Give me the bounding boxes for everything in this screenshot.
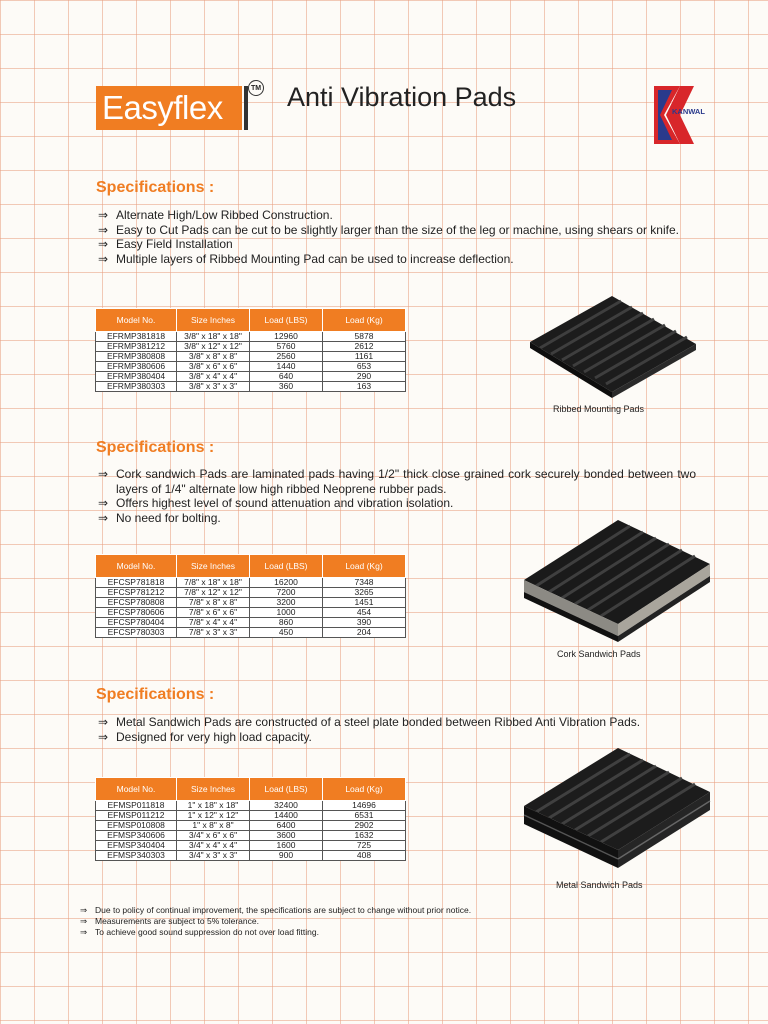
item-text: Alternate High/Low Ribbed Construction. — [116, 208, 333, 222]
page-title: Anti Vibration Pads — [287, 82, 517, 112]
item-text: Easy to Cut Pads can be cut to be slightly larger than the size of the leg or machine, using shears or knife. — [116, 222, 679, 237]
table-cell: 3/4" x 3" x 3" — [177, 851, 250, 861]
column-header: Size Inches — [177, 309, 250, 332]
image-caption: Ribbed Mounting Pads — [553, 404, 645, 414]
table-cell: 7348 — [323, 578, 406, 588]
table-row — [96, 821, 406, 831]
arrow-icon: ⇒ — [98, 222, 109, 237]
table-cell: 1000 — [250, 608, 323, 618]
logo-divider — [244, 86, 248, 130]
item-text: No need for bolting. — [116, 510, 221, 525]
table-cell: 290 — [323, 372, 406, 382]
table-row — [96, 841, 406, 851]
section-heading: Specifications : — [96, 439, 215, 456]
table-cell: 640 — [250, 372, 323, 382]
column-header: Load (Kg) — [323, 309, 406, 332]
table-cell: EFRMP381212 — [96, 342, 177, 352]
table-cell: 454 — [323, 608, 406, 618]
table-cell: EFCSP781818 — [96, 578, 177, 588]
table-cell: 7/8" x 3" x 3" — [177, 628, 250, 638]
table-cell: EFCSP780606 — [96, 608, 177, 618]
trademark-mark: TM — [248, 80, 264, 96]
table-cell: EFMSP340606 — [96, 831, 177, 841]
table-cell: 3/8" x 6" x 6" — [177, 362, 250, 372]
table-cell: 653 — [323, 362, 406, 372]
list-item — [96, 467, 696, 496]
table-cell: EFRMP380606 — [96, 362, 177, 372]
table-cell: 3/8" x 4" x 4" — [177, 372, 250, 382]
table-row — [96, 362, 406, 372]
table-cell: 860 — [250, 618, 323, 628]
arrow-icon: ⇒ — [80, 927, 88, 937]
table-cell: 1600 — [250, 841, 323, 851]
item-text: Metal Sandwich Pads are constructed of a steel plate bonded between Ribbed Anti Vibration Pads. — [116, 715, 641, 729]
table-row — [96, 382, 406, 392]
item-text: Designed for very high load capacity. — [116, 729, 312, 744]
list-item — [96, 223, 696, 238]
table-cell: 3200 — [250, 598, 323, 608]
table-cell: 1161 — [323, 352, 406, 362]
image-caption: Cork Sandwich Pads — [557, 649, 641, 659]
table-cell: 204 — [323, 628, 406, 638]
section-heading: Specifications : — [96, 686, 215, 703]
note-item — [80, 905, 471, 916]
note-item — [80, 927, 471, 938]
item-text: Due to policy of continual improvement, the specifications are subject to change without prior notice. — [95, 905, 472, 915]
bullet-list — [96, 208, 696, 266]
footer-notes — [80, 905, 471, 938]
cork-pad-image — [520, 512, 715, 642]
table-cell: 3265 — [323, 588, 406, 598]
column-header: Load (Kg) — [323, 555, 406, 578]
table-cell: 5760 — [250, 342, 323, 352]
table-cell: 1" x 18" x 18" — [177, 801, 250, 811]
column-header: Size Inches — [177, 555, 250, 578]
item-text: Measurements are subject to 5% tolerance. — [95, 916, 259, 926]
arrow-icon: ⇒ — [98, 729, 109, 744]
table-cell: 163 — [323, 382, 406, 392]
column-header: Load (LBS) — [250, 309, 323, 332]
table-cell: EFRMP380303 — [96, 382, 177, 392]
table-cell: 12960 — [250, 332, 323, 342]
arrow-icon: ⇒ — [80, 905, 88, 915]
table-row — [96, 628, 406, 638]
table-cell: 7/8" x 12" x 12" — [177, 588, 250, 598]
table-cell: EFCSP780303 — [96, 628, 177, 638]
table-cell: 725 — [323, 841, 406, 851]
table-row — [96, 588, 406, 598]
table-cell: 7200 — [250, 588, 323, 598]
table-row — [96, 608, 406, 618]
arrow-icon: ⇒ — [98, 251, 109, 266]
table-cell: 1632 — [323, 831, 406, 841]
table-cell: EFCSP780404 — [96, 618, 177, 628]
column-header: Size Inches — [177, 778, 250, 801]
table-cell: EFMSP011212 — [96, 811, 177, 821]
table-row — [96, 811, 406, 821]
table-cell: EFMSP011818 — [96, 801, 177, 811]
list-item — [96, 496, 696, 511]
table-cell: 6400 — [250, 821, 323, 831]
kanwal-logo-text: KANWAL — [672, 107, 705, 116]
table-cell: 2902 — [323, 821, 406, 831]
column-header: Load (Kg) — [323, 778, 406, 801]
table-cell: EFMSP010808 — [96, 821, 177, 831]
column-header: Model No. — [96, 309, 177, 332]
list-item — [96, 208, 696, 223]
table-cell: 1" x 12" x 12" — [177, 811, 250, 821]
item-text: To achieve good sound suppression do not over load fitting. — [95, 927, 319, 937]
table-row — [96, 851, 406, 861]
column-header: Load (LBS) — [250, 778, 323, 801]
arrow-icon: ⇒ — [98, 237, 109, 251]
arrow-icon: ⇒ — [98, 208, 109, 222]
table-row — [96, 578, 406, 588]
spec-table — [95, 554, 406, 638]
table-cell: 5878 — [323, 332, 406, 342]
table-cell: 450 — [250, 628, 323, 638]
column-header: Model No. — [96, 778, 177, 801]
section-heading: Specifications : — [96, 179, 215, 196]
note-item — [80, 916, 471, 927]
table-cell: 2612 — [323, 342, 406, 352]
easyflex-logo: Easyflex — [96, 86, 242, 130]
table-cell: 7/8" x 8" x 8" — [177, 598, 250, 608]
arrow-icon: ⇒ — [98, 496, 109, 510]
item-text: Multiple layers of Ribbed Mounting Pad can be used to increase deflection. — [116, 251, 514, 266]
table-cell: 6531 — [323, 811, 406, 821]
ribbed-pad-image — [520, 288, 702, 398]
table-cell: 14696 — [323, 801, 406, 811]
table-cell: 3/8" x 8" x 8" — [177, 352, 250, 362]
table-cell: 32400 — [250, 801, 323, 811]
table-cell: 3/4" x 4" x 4" — [177, 841, 250, 851]
table-cell: 3/8" x 12" x 12" — [177, 342, 250, 352]
column-header: Load (LBS) — [250, 555, 323, 578]
table-cell: EFCSP780808 — [96, 598, 177, 608]
table-row — [96, 332, 406, 342]
table-cell: 7/8" x 4" x 4" — [177, 618, 250, 628]
table-row — [96, 352, 406, 362]
table-row — [96, 801, 406, 811]
table-cell: 3/8" x 3" x 3" — [177, 382, 250, 392]
table-cell: EFRMP380404 — [96, 372, 177, 382]
table-row — [96, 831, 406, 841]
table-cell: 900 — [250, 851, 323, 861]
table-cell: 3/8" x 18" x 18" — [177, 332, 250, 342]
table-cell: 3600 — [250, 831, 323, 841]
table-row — [96, 618, 406, 628]
table-row — [96, 372, 406, 382]
table-cell: 360 — [250, 382, 323, 392]
table-cell: 14400 — [250, 811, 323, 821]
table-row — [96, 598, 406, 608]
list-item — [96, 237, 696, 252]
list-item — [96, 715, 696, 730]
table-cell: 408 — [323, 851, 406, 861]
arrow-icon: ⇒ — [80, 916, 88, 926]
table-cell: 16200 — [250, 578, 323, 588]
item-text: Offers highest level of sound attenuation and vibration isolation. — [116, 496, 454, 510]
table-cell: 1451 — [323, 598, 406, 608]
table-cell: EFMSP340303 — [96, 851, 177, 861]
table-cell: 2560 — [250, 352, 323, 362]
table-cell: EFRMP380808 — [96, 352, 177, 362]
item-text: Cork sandwich Pads are laminated pads having 1/2" thick close grained cork securely bonded between two layers of 1/4" alternate low high ribbed Neoprene rubber pads. — [116, 467, 696, 496]
table-cell: 7/8" x 18" x 18" — [177, 578, 250, 588]
table-row — [96, 342, 406, 352]
table-cell: 1" x 8" x 8" — [177, 821, 250, 831]
spec-table — [95, 777, 406, 861]
table-cell: EFRMP381818 — [96, 332, 177, 342]
image-caption: Metal Sandwich Pads — [556, 880, 643, 890]
column-header: Model No. — [96, 555, 177, 578]
table-cell: 1440 — [250, 362, 323, 372]
table-cell: 3/4" x 6" x 6" — [177, 831, 250, 841]
kanwal-logo — [650, 84, 720, 146]
metal-pad-image — [520, 740, 715, 870]
table-cell: EFCSP781212 — [96, 588, 177, 598]
table-cell: EFMSP340404 — [96, 841, 177, 851]
arrow-icon: ⇒ — [98, 715, 109, 729]
item-text: Easy Field Installation — [116, 237, 233, 251]
table-cell: 390 — [323, 618, 406, 628]
list-item — [96, 252, 696, 267]
arrow-icon: ⇒ — [98, 510, 109, 525]
spec-table — [95, 308, 406, 392]
table-cell: 7/8" x 6" x 6" — [177, 608, 250, 618]
arrow-icon: ⇒ — [98, 467, 109, 481]
